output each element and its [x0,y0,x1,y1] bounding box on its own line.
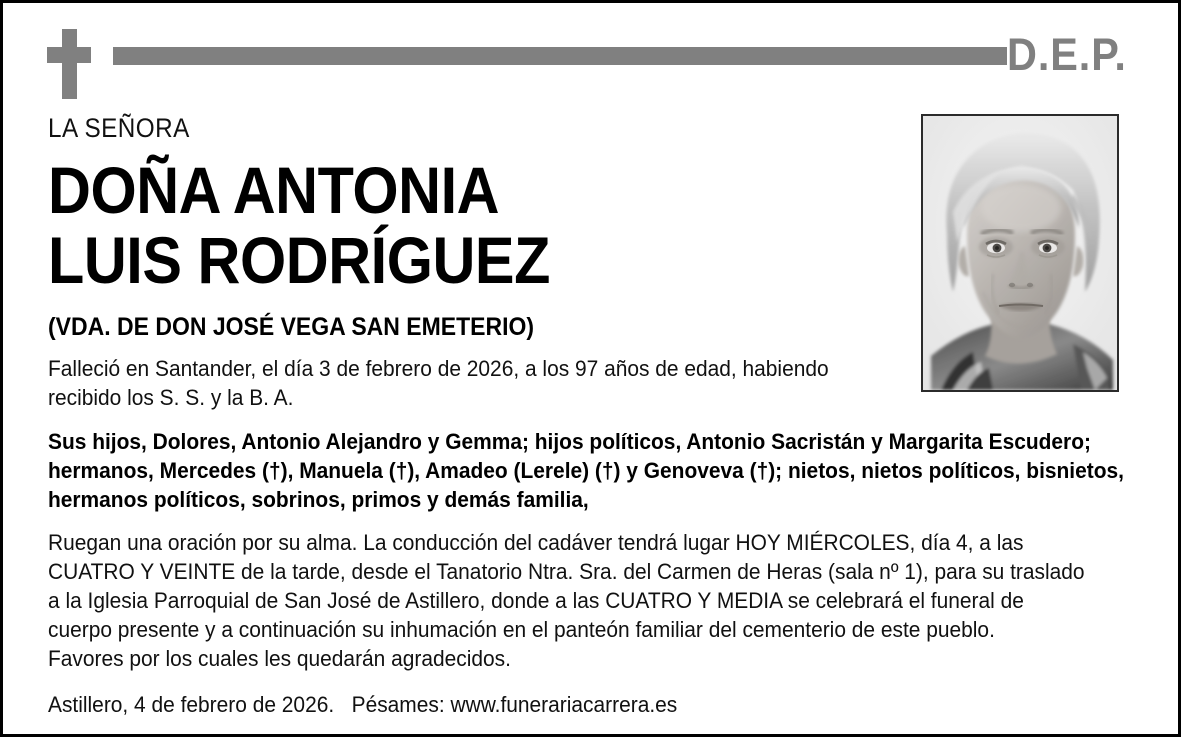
dep-label: D.E.P. [1007,29,1127,80]
family-list-line-1: Sus hijos, Dolores, Antonio Alejandro y Gemma; hijos políticos, Antonio Sacristán y Margarita Escudero; [48,429,1091,454]
footer-place-date: Astillero, 4 de febrero de 2026. [48,692,335,717]
service-details-line-1: Ruegan una oración por su alma. La conducción del cadáver tendrá lugar HOY MIÉRCOLES, día 4, a las [48,530,1024,555]
widow-of-label: (VDA. DE DON JOSÉ VEGA SAN EMETERIO) [48,313,535,341]
cross-horizontal-bar [47,47,91,63]
notice-text-column [48,113,1138,719]
latin-cross-icon [47,29,91,99]
notice-inner [3,3,1178,734]
deceased-name-line-1: DOÑA ANTONIA [48,153,500,227]
header-ornament-row [47,29,1137,99]
footer-condolences: Pésames: www.funerariacarrera.es [351,692,678,717]
death-details-line-2: recibido los S. S. y la B. A. [48,385,294,410]
footer-spacer [334,692,351,717]
deceased-name-line-2: LUIS RODRÍGUEZ [48,223,550,297]
honorific-label: LA SEÑORA [48,113,190,143]
service-details-line-4: cuerpo presente y a continuación su inhumación en el panteón familiar del cementerio de este pueblo. [48,617,995,642]
family-list-line-2: hermanos, Mercedes (†), Manuela (†), Amadeo (Lerele) (†) y Genoveva (†); nietos, nietos políticos, bisnietos, [48,458,1124,483]
service-details-line-2: CUATRO Y VEINTE de la tarde, desde el Tanatorio Ntra. Sra. del Carmen de Heras (sala nº 1), para su traslado [48,559,1085,584]
header-divider-bar [113,47,1007,65]
service-details-line-5: Favores por los cuales les quedarán agradecidos. [48,646,511,671]
footer-row [48,690,1062,719]
death-details-line-1: Falleció en Santander, el día 3 de febrero de 2026, a los 97 años de edad, habiendo [48,356,829,381]
death-details-paragraph [48,354,941,412]
service-details-paragraph [48,528,1127,673]
family-list-line-3: hermanos políticos, sobrinos, primos y demás familia, [48,487,589,512]
cross-vertical-bar [62,29,77,99]
family-list-paragraph [48,427,1127,514]
service-details-line-3: a la Iglesia Parroquial de San José de Astillero, donde a las CUATRO Y MEDIA se celebrará el funeral de [48,588,1024,613]
